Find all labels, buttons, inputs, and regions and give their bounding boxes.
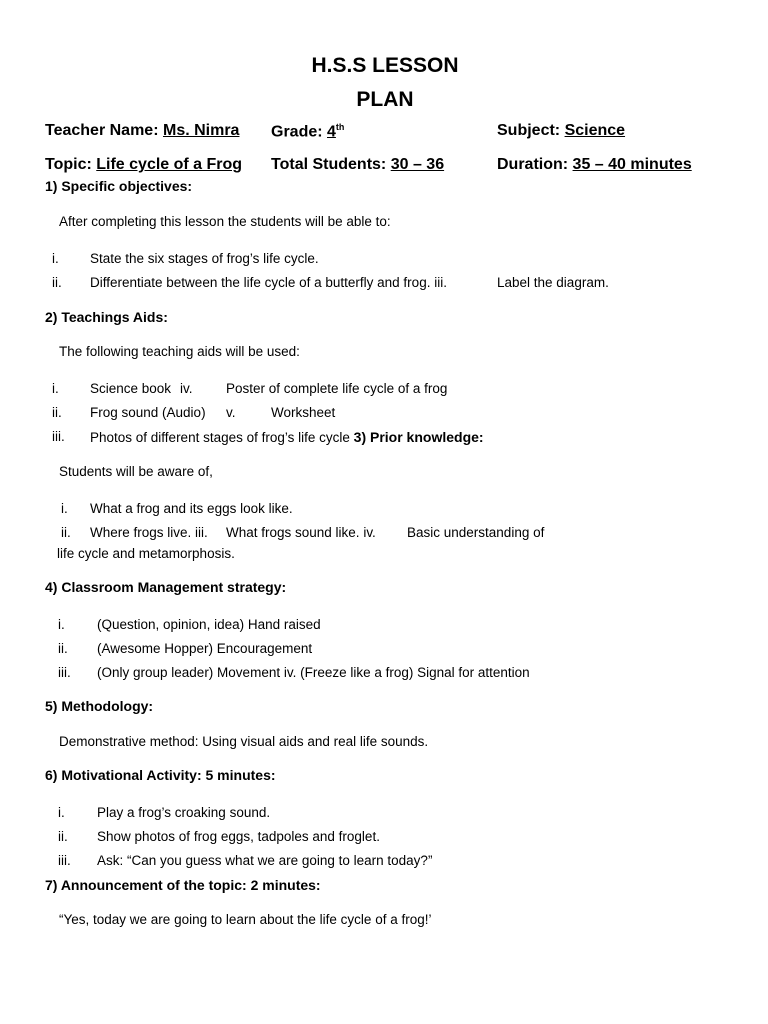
section-4-heading: 4) Classroom Management strategy: — [45, 579, 287, 595]
list-number: i. — [61, 501, 68, 516]
section-5-heading: 5) Methodology: — [45, 698, 154, 714]
total-students-field — [271, 156, 444, 174]
section-7-heading: 7) Announcement of the topic: 2 minutes: — [45, 877, 321, 893]
teacher-name-field — [45, 122, 239, 140]
students-value: 30 – 36 — [390, 156, 445, 173]
list-item: State the six stages of frog’s life cycle. — [90, 251, 319, 266]
list-item: Basic understanding of — [407, 525, 545, 540]
list-item: (Awesome Hopper) Encouragement — [97, 641, 313, 656]
topic-label: Topic: — [45, 156, 97, 173]
list-item: Worksheet — [271, 405, 336, 420]
list-item-text: Photos of different stages of frog’s life cycle — [90, 430, 354, 445]
title-line-2: PLAN — [356, 88, 414, 111]
list-item: Science book — [90, 381, 172, 396]
list-item: Play a frog’s croaking sound. — [97, 805, 271, 820]
list-number: ii. — [58, 829, 68, 844]
section-5-text: Demonstrative method: Using visual aids and real life sounds. — [59, 734, 429, 749]
section-3-intro: Students will be aware of, — [59, 464, 213, 479]
list-number: ii. — [52, 405, 62, 420]
list-item: (Only group leader) Movement iv. (Freeze like a frog) Signal for attention — [97, 665, 530, 680]
list-number: i. — [58, 805, 65, 820]
students-label: Total Students: — [271, 156, 391, 173]
list-item: Ask: “Can you guess what we are going to learn today?” — [97, 853, 433, 868]
section-1-intro: After completing this lesson the students will be able to: — [59, 214, 391, 229]
list-number: ii. — [61, 525, 71, 540]
section-1-heading: 1) Specific objectives: — [45, 178, 193, 194]
grade-suffix: th — [335, 122, 345, 132]
duration-label: Duration: — [497, 156, 573, 173]
section-6-heading: 6) Motivational Activity: 5 minutes: — [45, 767, 276, 783]
list-number: i. — [58, 617, 65, 632]
subject-label: Subject: — [497, 122, 565, 139]
list-item: Where frogs live. iii. — [90, 525, 208, 540]
list-number: iii. — [58, 853, 71, 868]
teacher-label: Teacher Name: — [45, 122, 163, 139]
title-line-1: H.S.S LESSON — [311, 54, 459, 77]
topic-value: Life cycle of a Frog — [96, 156, 243, 173]
teacher-value: Ms. Nimra — [162, 122, 240, 139]
section-2-intro: The following teaching aids will be used: — [59, 344, 300, 359]
list-number: iii. — [58, 665, 71, 680]
list-number: iv. — [180, 381, 193, 396]
subject-field — [497, 122, 625, 140]
section-2-heading: 2) Teachings Aids: — [45, 309, 168, 325]
list-item — [90, 429, 484, 445]
duration-field — [497, 156, 692, 174]
list-item: Frog sound (Audio) — [90, 405, 206, 420]
list-number: ii. — [58, 641, 68, 656]
subject-value: Science — [564, 122, 626, 139]
duration-value: 35 – 40 minutes — [572, 156, 692, 173]
list-number: ii. — [52, 275, 62, 290]
list-item: What frogs sound like. iv. — [226, 525, 376, 540]
list-number: v. — [226, 405, 236, 420]
grade-value: 4 — [327, 123, 336, 141]
section-3-heading: 3) Prior knowledge: — [353, 429, 484, 445]
list-item: (Question, opinion, idea) Hand raised — [97, 617, 321, 632]
list-number: i. — [52, 381, 59, 396]
grade-field — [271, 122, 344, 141]
section-7-text: “Yes, today we are going to learn about the life cycle of a frog!’ — [59, 912, 432, 927]
grade-label: Grade: — [271, 123, 328, 141]
list-item: Differentiate between the life cycle of a butterfly and frog. iii. — [90, 275, 447, 290]
list-number: i. — [52, 251, 59, 266]
topic-field — [45, 156, 242, 174]
list-item: Label the diagram. — [497, 275, 609, 290]
list-item: What a frog and its eggs look like. — [90, 501, 293, 516]
list-item: Show photos of frog eggs, tadpoles and froglet. — [97, 829, 380, 844]
list-item: Poster of complete life cycle of a frog — [226, 381, 448, 396]
list-item-continuation: life cycle and metamorphosis. — [57, 546, 235, 561]
list-number: iii. — [52, 429, 65, 444]
